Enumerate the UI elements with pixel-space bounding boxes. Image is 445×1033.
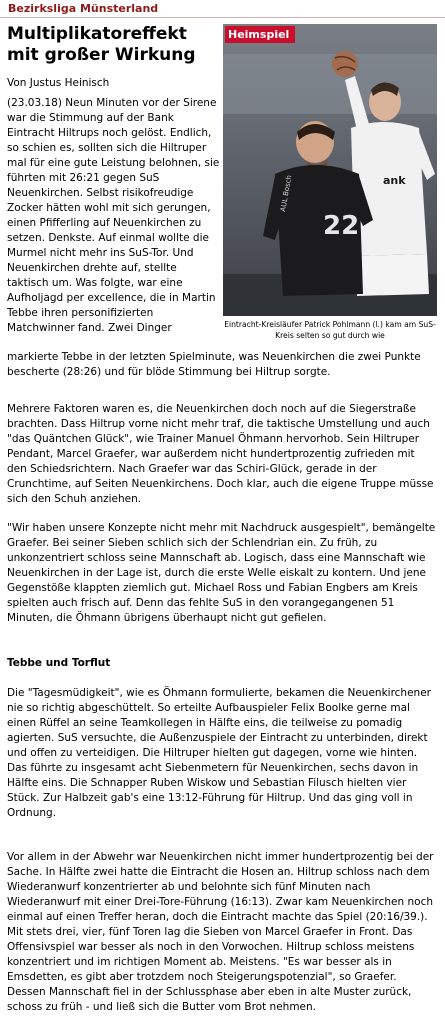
article-paragraph-1-continued: markierte Tebbe in der letzten Spielminute, was Neuenkirchen die zwei Punkte bescherte (28:26) und für blöde Stimmung bei Hiltrup sorgte. bbox=[7, 351, 421, 378]
article-photo-figure bbox=[223, 24, 437, 341]
article-paragraph-4: Die "Tagesmüdigkeit", wie es Öhmann formulierte, bekamen die Neuenkirchener nie so richtig abgeschüttelt. So erteilte Aufbauspieler Felix Boolke gerne mal einen Rüffel an seine Teamkollegen in Hälfte eins, die teilweise zu pomadig agierten. SuS versuchte, die Außenzuspiele der Eintracht zu unterbinden, direkt und offen zu verteidigen. Die Hiltruper hielten gut dagegen, vorne wie hinten. Das führte zu insgesamt acht Siebenmetern für Neuenkirchen, sechs davon in Hälfte eins. Die Schnapper Ruben Wiskow und Sebastian Filusch hielten vier Stück. Zur Halbzeit gab's eine 13:12-Führung für Hiltrup. Und das ging voll in Ordnung. bbox=[7, 687, 431, 819]
handball-photo-illustration bbox=[223, 24, 437, 316]
article-paragraph-1: (23.03.18) Neun Minuten vor der Sirene war die Stimmung auf der Bank Eintracht Hiltrups noch gelöst. Endlich, so schien es, sollten sich die Hiltruper mal für eine gute Leistung belohnen, sie führten mit 26:21 gegen SuS Neuenkirchen. Selbst risikofreudige Zocker hätten wohl mit sich gerungen, einen Pfifferling auf Neuenkirchen zu setzen. Denkste. Auf einmal wollte die Murmel nicht mehr ins SuS-Tor. Und Neuenkirchen drehte auf, stellte taktisch um. Was folgte, war eine Aufholjagd per excellence, die in Martin Tebbe ihren personifizierten Matchwinner fand. Zwei Dinger bbox=[7, 97, 220, 334]
svg-text:ank: ank bbox=[383, 174, 406, 187]
svg-text:22: 22 bbox=[323, 211, 360, 241]
article-paragraph-5: Vor allem in der Abwehr war Neuenkirchen nicht immer hundertprozentig bei der Sache. In Hälfte zwei hatte die Eintracht die Hosen an. Hiltrup schloss nach dem Wiederanwurf konzentrierter ab und belohnte sich fünf Minuten nach Wiederanwurf mit einer Drei-Tore-Führung (16:13). Zwar kam Neuenkirchen noch einmal auf einen Treffer heran, doch die Eintracht machte das Spiel (20:16/39.). Mit stets drei, vier, fünf Toren lag die Sieben von Marcel Graefer in Front. Das Offensivspiel war besser als noch in den Vorwochen. Hiltrup schloss meistens konzentriert und im richtigen Moment ab. Meistens. "Es war besser als in Emsdetten, es gibt aber trotzdem noch Steigerungspotenzial", so Graefer. Dessen Mannschaft fiel in der Schlussphase aber eben in alte Muster zurück, schoss zu früh - und ließ sich die Butter vom Brot nehmen. bbox=[7, 851, 434, 1013]
article-paragraph-2: Mehrere Faktoren waren es, die Neuenkirchen doch noch auf die Siegerstraße brachten. Dass Hiltrup vorne nicht mehr traf, die taktische Umstellung und auch "das Quäntchen Glück", wie Trainer Manuel Öhmann hervorhob. Sein Hiltruper Pendant, Marcel Graefer, war außerdem nicht hundertprozentig zufrieden mit den Schiedsrichtern. Nach Graefer war das Schiri-Glück, gerade in der Crunchtime, auf Seiten Neuenkirchens. Doch klar, auch die eigene Truppe müsse sich den Schuh anziehen. bbox=[7, 403, 434, 505]
section-title[interactable]: Bezirksliga Münsterland bbox=[8, 2, 159, 15]
photo-brand-badge: Heimspiel bbox=[225, 26, 295, 43]
article-headline: Multiplikatoreffekt mit großer Wirkung bbox=[7, 24, 196, 65]
article-author: Von Justus Heinisch bbox=[7, 77, 110, 89]
svg-text:AUL Bosch: AUL Bosch bbox=[279, 174, 294, 213]
section-header bbox=[0, 0, 445, 18]
article-photo[interactable] bbox=[223, 24, 437, 316]
article-subheading: Tebbe und Torflut bbox=[7, 657, 111, 669]
photo-caption: Eintracht-Kreisläufer Patrick Pohlmann (l.) kam am SuS-Kreis selten so gut durch wie bbox=[224, 320, 436, 340]
article-paragraph-3: "Wir haben unsere Konzepte nicht mehr mit Nachdruck ausgespielt", bemängelte Graefer. Bei seiner Sieben schlich sich der Schlendrian ein. Zu früh, zu unkonzentriert schloss seine Mannschaft ab. Logisch, dass eine Mannschaft wie Neuenkirchen in der Lage ist, durch die erste Welle eiskalt zu kontern. Und jene Gegenstöße klappten ziemlich gut. Michael Ross und Fabian Engbers am Kreis spielten auch frisch auf. Denn das fehlte SuS in den vorangegangenen 51 Minuten, die Öhmann übrigens überhaupt nicht gut gefielen. bbox=[7, 522, 436, 624]
